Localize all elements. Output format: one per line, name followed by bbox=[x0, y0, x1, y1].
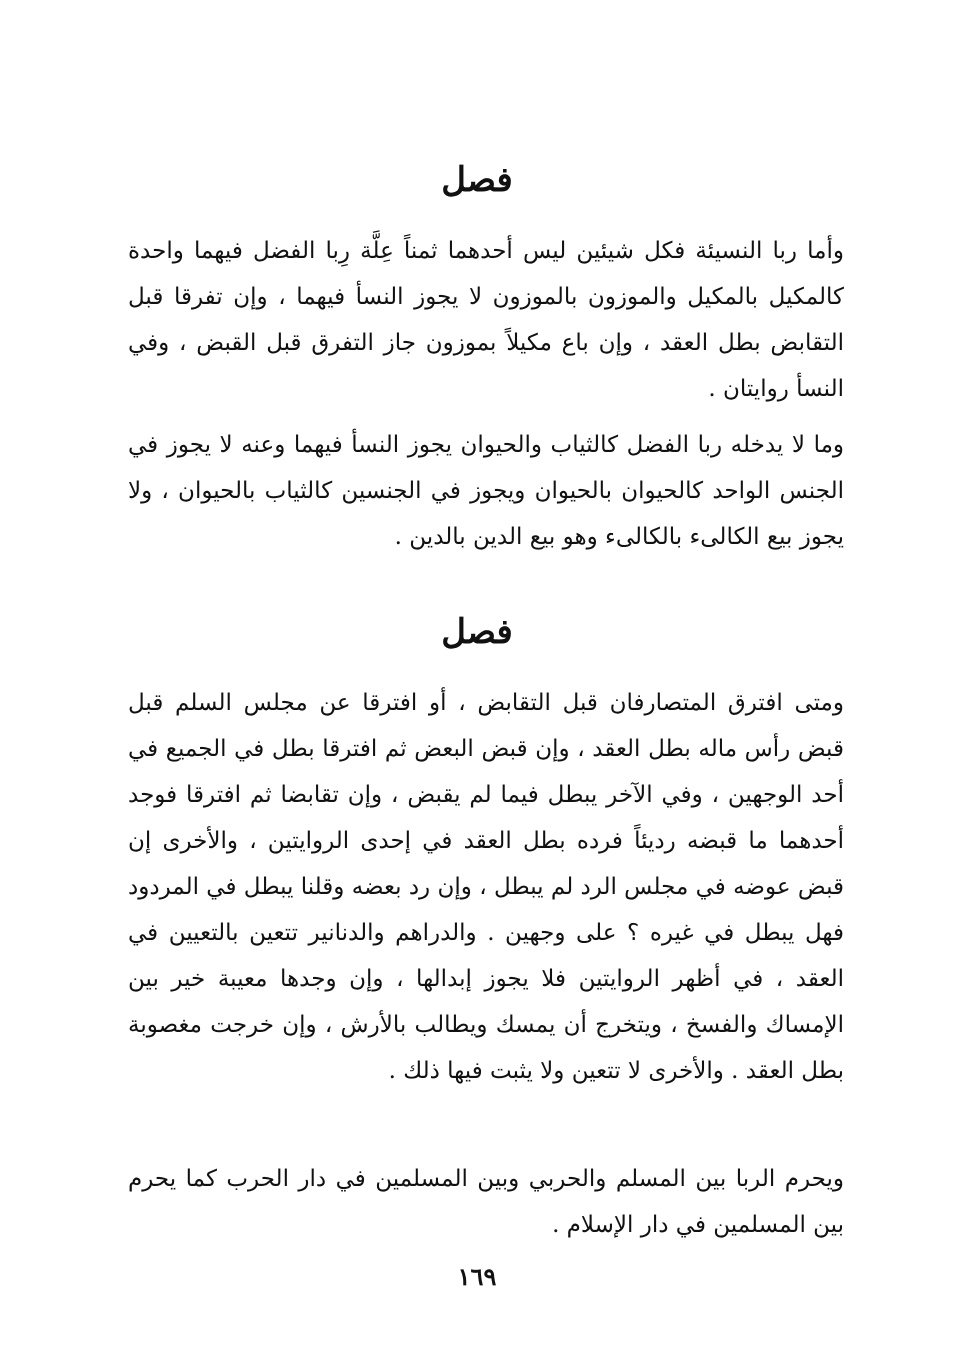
paragraph-non-riba-items: وما لا يدخله ربا الفضل كالثياب والحيوان يجوز النسأ فيهما وعنه لا يجوز في الجنس الواحد كالحيوان بالحيوان ويجوز في الجنسين كالثياب بالحيوان ، ولا يجوز بيع الكالىء بالكالىء وهو بيع الدين بالدين . bbox=[128, 432, 844, 550]
section-heading-1: فصل bbox=[441, 160, 513, 200]
page-number: ١٦٩ bbox=[457, 1262, 497, 1291]
section-heading-2: فصل bbox=[441, 612, 513, 652]
paragraph-exchange-separation: ومتى افترق المتصارفان قبل التقابض ، أو افترقا عن مجلس السلم قبل قبض رأس ماله بطل العقد ، وإن قبض البعض ثم افترقا بطل في الجميع في أحد الوجهين ، وفي الآخر يبطل فيما لم يقبض ، وإن تقابضا ثم افترقا فوجد أحدهما ما قبضه رديئاً فرده بطل العقد في إحدى الروايتين ، والأخرى إن قبض عوضه في مجلس الرد لم يبطل ، وإن رد بعضه وقلنا يبطل في المردود فهل يبطل في غيره ؟ على وجهين . والدراهم والدنانير تتعين بالتعيين في العقد ، في أظهر الروايتين فلا يجوز إبدالها ، وإن وجدها معيبة خير بين الإمساك والفسخ ، ويتخرج أن يمسك ويطالب بالأرش ، وإن خرجت مغصوبة بطل العقد . والأخرى لا تتعين ولا يثبت فيها ذلك . bbox=[128, 690, 844, 1084]
paragraph-riba-dar-harb: ويحرم الربا بين المسلم والحربي وبين المسلمين في دار الحرب كما يحرم بين المسلمين في دار الإسلام . bbox=[128, 1166, 844, 1238]
paragraph-riba-nasiah: وأما ربا النسيئة فكل شيئين ليس أحدهما ثمناً عِلَّة رِبا الفضل فيهما واحدة كالمكيل بالمكيل والموزون بالموزون لا يجوز النسأ فيهما ، وإن تفرقا قبل التقابض بطل العقد ، وإن باع مكيلاً بموزون جاز التفرق قبل القبض ، وفي النسأ روايتان . bbox=[128, 238, 844, 402]
